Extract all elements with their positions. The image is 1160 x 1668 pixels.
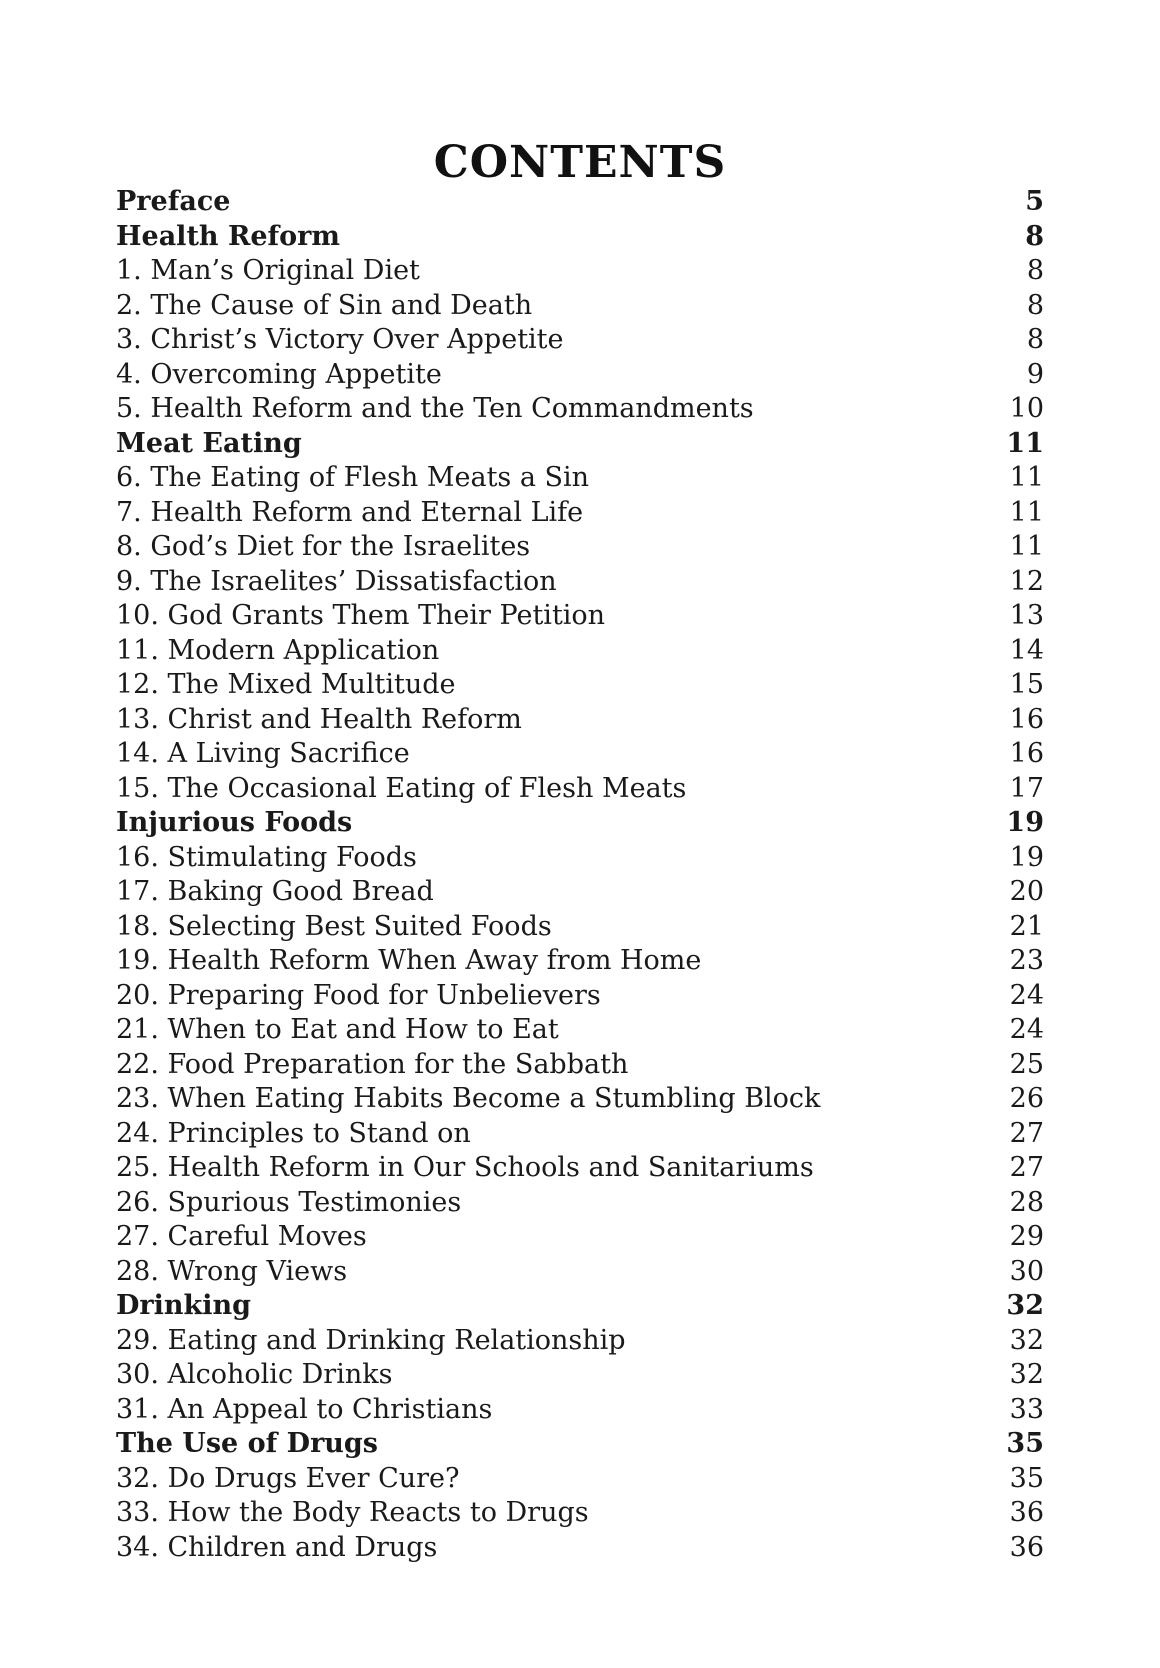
toc-entry-label: 17. Baking Good Bread (116, 876, 434, 907)
toc-entry-label: Health Reform (116, 220, 340, 252)
toc-chapter-entry (116, 1358, 1044, 1393)
toc-entry-label: 7. Health Reform and Eternal Life (116, 496, 584, 528)
toc-entry-label: 29. Eating and Drinking Relationship (116, 1324, 626, 1356)
toc-chapter-entry (116, 530, 1044, 565)
toc-entry-page-number: 24 (1009, 979, 1044, 1011)
toc-entry-label: 28. Wrong Views (116, 1255, 348, 1287)
toc-entry-page-number: 28 (1009, 1186, 1044, 1218)
toc-chapter-entry (116, 496, 1044, 531)
toc-chapter-entry (116, 910, 1044, 945)
toc-entry-page-number: 16 (1009, 738, 1044, 769)
toc-entry-label: The Use of Drugs (116, 1428, 378, 1459)
toc-entry-label: 25. Health Reform in Our Schools and Sanitariums (116, 1152, 814, 1183)
toc-chapter-entry (116, 703, 1044, 738)
toc-chapter-entry (116, 461, 1044, 496)
toc-section-entry (116, 806, 1044, 841)
toc-chapter-entry (116, 1393, 1044, 1428)
toc-entry-page-number: 32 (1006, 1290, 1044, 1321)
toc-entry-page-number: 8 (1026, 255, 1044, 286)
toc-entry-page-number: 36 (1009, 1497, 1044, 1528)
toc-entry-label: 32. Do Drugs Ever Cure? (116, 1462, 460, 1494)
toc-chapter-entry (116, 979, 1044, 1014)
toc-entry-page-number: 24 (1009, 1014, 1044, 1045)
toc-entry-label: 3. Christ’s Victory Over Appetite (116, 324, 564, 355)
toc-entry-label: 8. God’s Diet for the Israelites (116, 531, 531, 562)
toc-entry-page-number: 29 (1009, 1221, 1044, 1252)
toc-entry-page-number: 27 (1009, 1152, 1044, 1183)
toc-chapter-entry (116, 392, 1044, 427)
toc-entry-page-number: 8 (1025, 220, 1044, 252)
toc-chapter-entry (116, 1220, 1044, 1255)
toc-entry-page-number: 36 (1009, 1531, 1044, 1563)
toc-entry-label: 10. God Grants Them Their Petition (116, 600, 606, 631)
toc-entry-page-number: 11 (1009, 531, 1044, 562)
toc-entry-page-number: 23 (1009, 945, 1044, 976)
toc-entry-page-number: 19 (1009, 841, 1044, 873)
toc-entry-label: 22. Food Preparation for the Sabbath (116, 1048, 629, 1080)
toc-chapter-entry (116, 289, 1044, 324)
toc-entry-label: 30. Alcoholic Drinks (116, 1359, 393, 1390)
toc-section-entry (116, 427, 1044, 462)
toc-entry-label: 27. Careful Moves (116, 1221, 367, 1252)
toc-entry-page-number: 26 (1009, 1083, 1044, 1114)
toc-section-entry (116, 1289, 1044, 1324)
toc-entry-page-number: 9 (1026, 358, 1044, 390)
toc-chapter-entry (116, 1255, 1044, 1290)
toc-chapter-entry (116, 1117, 1044, 1152)
toc-entry-label: 1. Man’s Original Diet (116, 255, 420, 286)
toc-chapter-entry (116, 1082, 1044, 1117)
toc-entry-page-number: 11 (1009, 462, 1044, 493)
toc-entry-page-number: 16 (1009, 703, 1044, 735)
toc-entry-label: 26. Spurious Testimonies (116, 1186, 462, 1218)
toc-chapter-entry (116, 1531, 1044, 1566)
toc-entry-label: 20. Preparing Food for Unbelievers (116, 979, 601, 1011)
page-title: CONTENTS (433, 137, 727, 189)
toc-chapter-entry (116, 737, 1044, 772)
toc-entry-page-number: 33 (1009, 1393, 1044, 1425)
toc-entry-page-number: 11 (1009, 496, 1044, 528)
toc-entry-label: 18. Selecting Best Suited Foods (116, 910, 552, 942)
toc-chapter-entry (116, 358, 1044, 393)
toc-entry-label: 5. Health Reform and the Ten Commandments (116, 393, 754, 424)
toc-chapter-entry (116, 599, 1044, 634)
toc-entry-page-number: 5 (1025, 186, 1044, 217)
toc-entry-page-number: 25 (1009, 1048, 1044, 1080)
toc-chapter-entry (116, 1048, 1044, 1083)
toc-entry-page-number: 35 (1006, 1428, 1044, 1459)
toc-section-entry (116, 220, 1044, 255)
toc-chapter-entry (116, 841, 1044, 876)
toc-entry-label: 34. Children and Drugs (116, 1531, 438, 1563)
toc-entry-label: Preface (116, 186, 231, 217)
toc-entry-page-number: 8 (1026, 324, 1044, 355)
toc-chapter-entry (116, 1013, 1044, 1048)
toc-entry-label: 19. Health Reform When Away from Home (116, 945, 702, 976)
toc-entry-page-number: 30 (1009, 1255, 1044, 1287)
toc-entry-page-number: 13 (1009, 600, 1044, 631)
toc-entry-page-number: 32 (1009, 1324, 1044, 1356)
toc-entry-label: 11. Modern Application (116, 634, 440, 666)
toc-chapter-entry (116, 668, 1044, 703)
toc-chapter-entry (116, 254, 1044, 289)
table-of-contents (116, 185, 1044, 1565)
toc-chapter-entry (116, 323, 1044, 358)
toc-entry-label: 9. The Israelites’ Dissatisfaction (116, 565, 557, 597)
toc-chapter-entry (116, 634, 1044, 669)
toc-entry-page-number: 32 (1009, 1359, 1044, 1390)
toc-chapter-entry (116, 1151, 1044, 1186)
toc-entry-label: 16. Stimulating Foods (116, 841, 417, 873)
toc-entry-label: 31. An Appeal to Christians (116, 1393, 493, 1425)
toc-entry-label: 15. The Occasional Eating of Flesh Meats (116, 772, 687, 804)
toc-entry-label: 24. Principles to Stand on (116, 1117, 471, 1149)
toc-chapter-entry (116, 772, 1044, 807)
toc-entry-page-number: 12 (1009, 565, 1044, 597)
toc-entry-page-number: 19 (1006, 807, 1044, 838)
toc-entry-page-number: 14 (1009, 634, 1044, 666)
toc-chapter-entry (116, 565, 1044, 600)
toc-chapter-entry (116, 875, 1044, 910)
toc-entry-label: Injurious Foods (116, 807, 353, 838)
toc-entry-label: 6. The Eating of Flesh Meats a Sin (116, 462, 590, 493)
toc-section-entry (116, 185, 1044, 220)
toc-entry-page-number: 27 (1009, 1117, 1044, 1149)
toc-entry-label: 12. The Mixed Multitude (116, 669, 456, 700)
toc-section-entry (116, 1427, 1044, 1462)
toc-entry-label: 13. Christ and Health Reform (116, 703, 522, 735)
toc-entry-page-number: 21 (1009, 910, 1044, 942)
toc-chapter-entry (116, 1324, 1044, 1359)
toc-entry-label: 4. Overcoming Appetite (116, 358, 442, 390)
toc-entry-page-number: 8 (1026, 289, 1044, 321)
toc-entry-label: Meat Eating (116, 427, 302, 459)
toc-entry-label: 21. When to Eat and How to Eat (116, 1014, 559, 1045)
toc-entry-label: 14. A Living Sacrifice (116, 738, 410, 769)
toc-entry-label: 33. How the Body Reacts to Drugs (116, 1497, 589, 1528)
toc-entry-page-number: 11 (1006, 427, 1044, 459)
toc-entry-label: 23. When Eating Habits Become a Stumbling Block (116, 1083, 821, 1114)
toc-entry-page-number: 15 (1009, 669, 1044, 700)
toc-chapter-entry (116, 1496, 1044, 1531)
toc-entry-page-number: 35 (1009, 1462, 1044, 1494)
toc-chapter-entry (116, 1462, 1044, 1497)
toc-chapter-entry (116, 1186, 1044, 1221)
toc-entry-label: Drinking (116, 1290, 251, 1321)
toc-entry-page-number: 17 (1009, 772, 1044, 804)
toc-entry-page-number: 20 (1009, 876, 1044, 907)
toc-entry-page-number: 10 (1009, 393, 1044, 424)
toc-entry-label: 2. The Cause of Sin and Death (116, 289, 533, 321)
toc-chapter-entry (116, 944, 1044, 979)
